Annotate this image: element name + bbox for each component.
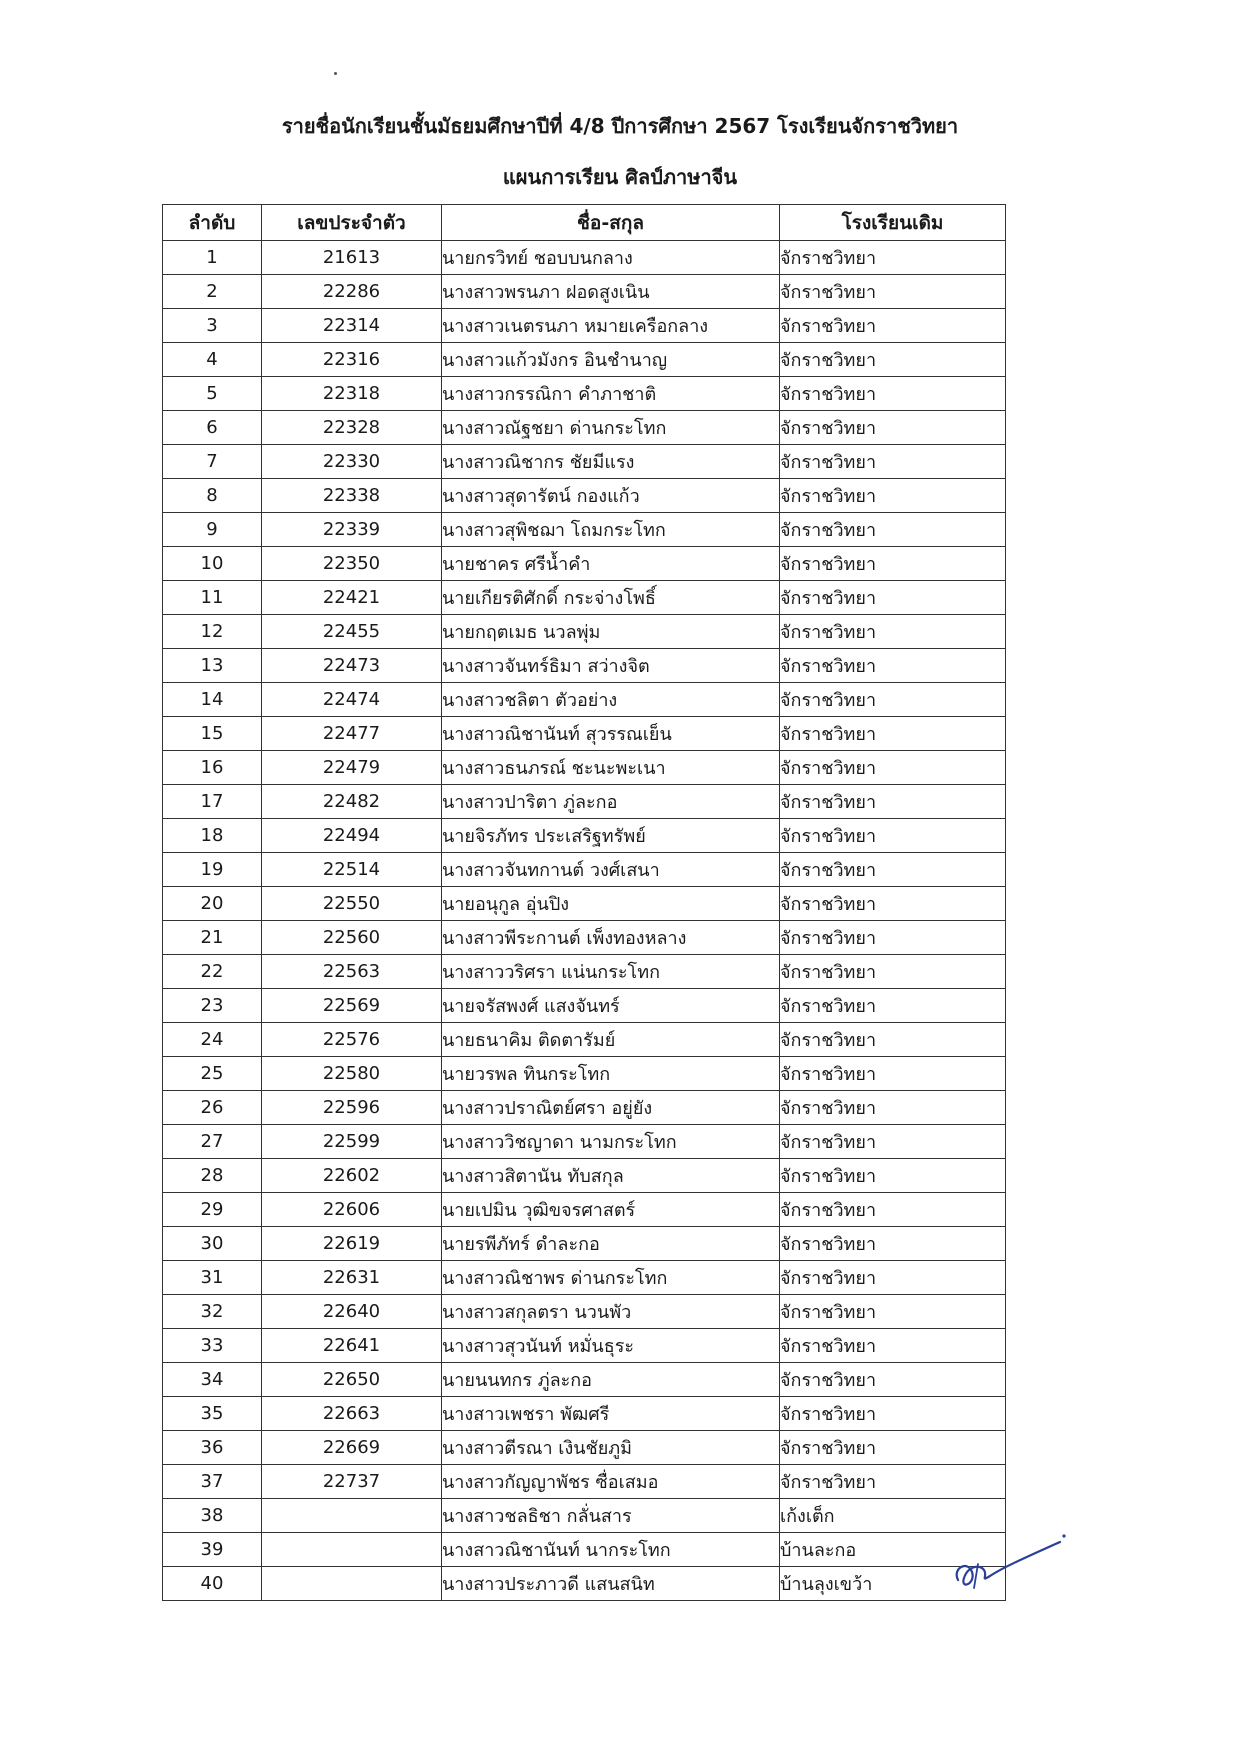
cell-student-id: 22560 bbox=[262, 921, 442, 955]
table-row bbox=[163, 989, 1006, 1023]
cell-student-id bbox=[262, 1499, 442, 1533]
cell-no: 34 bbox=[163, 1363, 262, 1397]
cell-previous-school: จักราชวิทยา bbox=[780, 921, 1006, 955]
table-row bbox=[163, 1567, 1006, 1601]
cell-full-name: นางสาวชลิตา ตัวอย่าง bbox=[442, 683, 780, 717]
table-row bbox=[163, 1363, 1006, 1397]
cell-full-name: นางสาวแก้วมังกร อินชำนาญ bbox=[442, 343, 780, 377]
cell-previous-school: จักราชวิทยา bbox=[780, 1465, 1006, 1499]
cell-full-name: นางสาวณิชานันท์ นากระโทก bbox=[442, 1533, 780, 1567]
cell-previous-school: จักราชวิทยา bbox=[780, 343, 1006, 377]
cell-student-id: 22576 bbox=[262, 1023, 442, 1057]
table-row bbox=[163, 377, 1006, 411]
table-row bbox=[163, 819, 1006, 853]
cell-student-id: 22631 bbox=[262, 1261, 442, 1295]
table-row bbox=[163, 1023, 1006, 1057]
table-header-row bbox=[163, 205, 1006, 241]
table-row bbox=[163, 615, 1006, 649]
cell-previous-school: จักราชวิทยา bbox=[780, 615, 1006, 649]
cell-student-id: 22494 bbox=[262, 819, 442, 853]
table-row bbox=[163, 1091, 1006, 1125]
cell-full-name: นางสาวพรนภา ฝอดสูงเนิน bbox=[442, 275, 780, 309]
cell-full-name: นายกรวิทย์ ชอบบนกลาง bbox=[442, 241, 780, 275]
cell-no: 33 bbox=[163, 1329, 262, 1363]
cell-student-id: 22477 bbox=[262, 717, 442, 751]
cell-student-id: 22482 bbox=[262, 785, 442, 819]
cell-no: 11 bbox=[163, 581, 262, 615]
signature-mark bbox=[950, 1520, 1070, 1600]
cell-full-name: นายธนาคิม ติดตารัมย์ bbox=[442, 1023, 780, 1057]
cell-previous-school: จักราชวิทยา bbox=[780, 1091, 1006, 1125]
cell-previous-school: จักราชวิทยา bbox=[780, 1295, 1006, 1329]
cell-no: 39 bbox=[163, 1533, 262, 1567]
cell-full-name: นางสาวเพชรา พัฒศรี bbox=[442, 1397, 780, 1431]
cell-previous-school: จักราชวิทยา bbox=[780, 241, 1006, 275]
cell-previous-school: เก้งเต็ก bbox=[780, 1499, 1006, 1533]
cell-no: 20 bbox=[163, 887, 262, 921]
cell-no: 13 bbox=[163, 649, 262, 683]
cell-full-name: นายเปมิน วุฒิขจรศาสตร์ bbox=[442, 1193, 780, 1227]
cell-student-id: 22550 bbox=[262, 887, 442, 921]
cell-student-id: 22479 bbox=[262, 751, 442, 785]
page-title: รายชื่อนักเรียนชั้นมัธยมศึกษาปีที่ 4/8 ปีการศึกษา 2567 โรงเรียนจักราชวิทยา bbox=[281, 114, 959, 138]
table-row bbox=[163, 1465, 1006, 1499]
cell-previous-school: บ้านลุงเขว้า bbox=[780, 1567, 1006, 1601]
cell-no: 23 bbox=[163, 989, 262, 1023]
table-row bbox=[163, 649, 1006, 683]
cell-student-id: 22599 bbox=[262, 1125, 442, 1159]
cell-student-id: 22569 bbox=[262, 989, 442, 1023]
table-row bbox=[163, 683, 1006, 717]
cell-no: 12 bbox=[163, 615, 262, 649]
cell-full-name: นายรพีภัทร์ ดำละกอ bbox=[442, 1227, 780, 1261]
cell-student-id bbox=[262, 1567, 442, 1601]
cell-full-name: นางสาวกัญญาพัชร ซื่อเสมอ bbox=[442, 1465, 780, 1499]
cell-student-id: 22640 bbox=[262, 1295, 442, 1329]
scan-speck bbox=[334, 72, 337, 75]
cell-full-name: นางสาวสุพิชฌา โถมกระโทก bbox=[442, 513, 780, 547]
cell-full-name: นายชาคร ศรีน้ำคำ bbox=[442, 547, 780, 581]
cell-full-name: นายกฤตเมธ นวลพุ่ม bbox=[442, 615, 780, 649]
cell-previous-school: จักราชวิทยา bbox=[780, 819, 1006, 853]
table-row bbox=[163, 1159, 1006, 1193]
cell-no: 18 bbox=[163, 819, 262, 853]
table-row bbox=[163, 1193, 1006, 1227]
cell-previous-school: จักราชวิทยา bbox=[780, 479, 1006, 513]
cell-full-name: นางสาวพีระกานต์ เพ็งทองหลาง bbox=[442, 921, 780, 955]
cell-student-id: 22350 bbox=[262, 547, 442, 581]
cell-no: 25 bbox=[163, 1057, 262, 1091]
cell-full-name: นางสาวจันทกานต์ วงศ์เสนา bbox=[442, 853, 780, 887]
cell-no: 15 bbox=[163, 717, 262, 751]
table-row bbox=[163, 309, 1006, 343]
cell-full-name: นางสาวสกุลตรา นวนพัว bbox=[442, 1295, 780, 1329]
cell-student-id: 22338 bbox=[262, 479, 442, 513]
cell-full-name: นางสาวณิชาพร ด่านกระโทก bbox=[442, 1261, 780, 1295]
cell-previous-school: จักราชวิทยา bbox=[780, 377, 1006, 411]
cell-previous-school: จักราชวิทยา bbox=[780, 445, 1006, 479]
cell-previous-school: จักราชวิทยา bbox=[780, 547, 1006, 581]
cell-full-name: นางสาวปาริตา ภู่ละกอ bbox=[442, 785, 780, 819]
cell-no: 4 bbox=[163, 343, 262, 377]
cell-student-id: 22318 bbox=[262, 377, 442, 411]
cell-full-name: นางสาวสุวนันท์ หมั่นธุระ bbox=[442, 1329, 780, 1363]
cell-previous-school: จักราชวิทยา bbox=[780, 411, 1006, 445]
table-row bbox=[163, 513, 1006, 547]
cell-student-id: 22737 bbox=[262, 1465, 442, 1499]
cell-student-id: 22580 bbox=[262, 1057, 442, 1091]
cell-no: 8 bbox=[163, 479, 262, 513]
cell-student-id: 22455 bbox=[262, 615, 442, 649]
cell-student-id: 22316 bbox=[262, 343, 442, 377]
cell-student-id: 22641 bbox=[262, 1329, 442, 1363]
cell-student-id: 22602 bbox=[262, 1159, 442, 1193]
cell-student-id: 22650 bbox=[262, 1363, 442, 1397]
cell-full-name: นางสาวณิชากร ชัยมีแรง bbox=[442, 445, 780, 479]
cell-no: 37 bbox=[163, 1465, 262, 1499]
cell-student-id: 22669 bbox=[262, 1431, 442, 1465]
cell-previous-school: จักราชวิทยา bbox=[780, 717, 1006, 751]
cell-previous-school: จักราชวิทยา bbox=[780, 1431, 1006, 1465]
cell-student-id: 22314 bbox=[262, 309, 442, 343]
cell-no: 32 bbox=[163, 1295, 262, 1329]
cell-full-name: นายนนทกร ภู่ละกอ bbox=[442, 1363, 780, 1397]
cell-no: 35 bbox=[163, 1397, 262, 1431]
table-row bbox=[163, 479, 1006, 513]
cell-previous-school: จักราชวิทยา bbox=[780, 751, 1006, 785]
cell-no: 16 bbox=[163, 751, 262, 785]
table-row bbox=[163, 241, 1006, 275]
cell-no: 19 bbox=[163, 853, 262, 887]
cell-full-name: นางสาวณิชานันท์ สุวรรณเย็น bbox=[442, 717, 780, 751]
cell-previous-school: จักราชวิทยา bbox=[780, 955, 1006, 989]
table-row bbox=[163, 343, 1006, 377]
column-header-name: ชื่อ-สกุล bbox=[442, 205, 780, 241]
cell-no: 40 bbox=[163, 1567, 262, 1601]
cell-no: 2 bbox=[163, 275, 262, 309]
table-row bbox=[163, 921, 1006, 955]
table-row bbox=[163, 853, 1006, 887]
cell-full-name: นายจรัสพงศ์ แสงจันทร์ bbox=[442, 989, 780, 1023]
cell-no: 28 bbox=[163, 1159, 262, 1193]
table-row bbox=[163, 1261, 1006, 1295]
cell-no: 3 bbox=[163, 309, 262, 343]
cell-student-id: 22286 bbox=[262, 275, 442, 309]
cell-no: 10 bbox=[163, 547, 262, 581]
page-subtitle: แผนการเรียน ศิลป์ภาษาจีน bbox=[502, 165, 738, 189]
cell-no: 9 bbox=[163, 513, 262, 547]
cell-student-id bbox=[262, 1533, 442, 1567]
cell-student-id: 22339 bbox=[262, 513, 442, 547]
table-row bbox=[163, 751, 1006, 785]
cell-full-name: นางสาววิชญาดา นามกระโทก bbox=[442, 1125, 780, 1159]
table-row bbox=[163, 785, 1006, 819]
table-row bbox=[163, 1329, 1006, 1363]
cell-previous-school: จักราชวิทยา bbox=[780, 513, 1006, 547]
cell-previous-school: จักราชวิทยา bbox=[780, 1057, 1006, 1091]
cell-full-name: นางสาวสุดารัตน์ กองแก้ว bbox=[442, 479, 780, 513]
table-row bbox=[163, 1431, 1006, 1465]
table-row bbox=[163, 1533, 1006, 1567]
column-header-school: โรงเรียนเดิม bbox=[780, 205, 1006, 241]
cell-no: 30 bbox=[163, 1227, 262, 1261]
table-row bbox=[163, 1125, 1006, 1159]
table-row bbox=[163, 275, 1006, 309]
cell-no: 26 bbox=[163, 1091, 262, 1125]
cell-no: 31 bbox=[163, 1261, 262, 1295]
cell-previous-school: บ้านละกอ bbox=[780, 1533, 1006, 1567]
cell-previous-school: จักราชวิทยา bbox=[780, 309, 1006, 343]
cell-no: 22 bbox=[163, 955, 262, 989]
cell-full-name: นางสาวสิตานัน ทับสกุล bbox=[442, 1159, 780, 1193]
table-row bbox=[163, 717, 1006, 751]
cell-student-id: 21613 bbox=[262, 241, 442, 275]
cell-no: 6 bbox=[163, 411, 262, 445]
cell-previous-school: จักราชวิทยา bbox=[780, 853, 1006, 887]
cell-full-name: นางสาวปราณิตย์ศรา อยู่ยัง bbox=[442, 1091, 780, 1125]
table-row bbox=[163, 445, 1006, 479]
table-row bbox=[163, 581, 1006, 615]
cell-previous-school: จักราชวิทยา bbox=[780, 1125, 1006, 1159]
cell-no: 14 bbox=[163, 683, 262, 717]
column-header-id: เลขประจำตัว bbox=[262, 205, 442, 241]
column-header-no: ลำดับ bbox=[163, 205, 262, 241]
cell-full-name: นางสาวประภาวดี แสนสนิท bbox=[442, 1567, 780, 1601]
cell-previous-school: จักราชวิทยา bbox=[780, 1397, 1006, 1431]
cell-full-name: นางสาวชลธิชา กลั่นสาร bbox=[442, 1499, 780, 1533]
cell-no: 36 bbox=[163, 1431, 262, 1465]
cell-student-id: 22328 bbox=[262, 411, 442, 445]
table-row bbox=[163, 955, 1006, 989]
cell-student-id: 22514 bbox=[262, 853, 442, 887]
cell-full-name: นางสาวเนตรนภา หมายเครือกลาง bbox=[442, 309, 780, 343]
table-row bbox=[163, 1057, 1006, 1091]
cell-previous-school: จักราชวิทยา bbox=[780, 785, 1006, 819]
cell-student-id: 22663 bbox=[262, 1397, 442, 1431]
cell-no: 7 bbox=[163, 445, 262, 479]
table-row bbox=[163, 1227, 1006, 1261]
cell-previous-school: จักราชวิทยา bbox=[780, 887, 1006, 921]
cell-previous-school: จักราชวิทยา bbox=[780, 1261, 1006, 1295]
cell-full-name: นายเกียรติศักดิ์ กระจ่างโพธิ์ bbox=[442, 581, 780, 615]
table-row bbox=[163, 1397, 1006, 1431]
cell-student-id: 22474 bbox=[262, 683, 442, 717]
cell-full-name: นางสาวธนภรณ์ ชะนะพะเนา bbox=[442, 751, 780, 785]
cell-previous-school: จักราชวิทยา bbox=[780, 1227, 1006, 1261]
cell-student-id: 22563 bbox=[262, 955, 442, 989]
cell-previous-school: จักราชวิทยา bbox=[780, 1023, 1006, 1057]
cell-full-name: นางสาวจันทร์ธิมา สว่างจิต bbox=[442, 649, 780, 683]
cell-student-id: 22606 bbox=[262, 1193, 442, 1227]
cell-full-name: นางสาวตีรณา เงินชัยภูมิ bbox=[442, 1431, 780, 1465]
cell-previous-school: จักราชวิทยา bbox=[780, 1329, 1006, 1363]
cell-no: 21 bbox=[163, 921, 262, 955]
cell-previous-school: จักราชวิทยา bbox=[780, 1159, 1006, 1193]
cell-no: 17 bbox=[163, 785, 262, 819]
table-row bbox=[163, 411, 1006, 445]
cell-previous-school: จักราชวิทยา bbox=[780, 989, 1006, 1023]
cell-previous-school: จักราชวิทยา bbox=[780, 275, 1006, 309]
cell-previous-school: จักราชวิทยา bbox=[780, 683, 1006, 717]
cell-student-id: 22473 bbox=[262, 649, 442, 683]
cell-student-id: 22596 bbox=[262, 1091, 442, 1125]
table-row bbox=[163, 1499, 1006, 1533]
cell-full-name: นายวรพล ทินกระโทก bbox=[442, 1057, 780, 1091]
table-row bbox=[163, 547, 1006, 581]
cell-previous-school: จักราชวิทยา bbox=[780, 581, 1006, 615]
table-row bbox=[163, 1295, 1006, 1329]
cell-no: 5 bbox=[163, 377, 262, 411]
cell-student-id: 22421 bbox=[262, 581, 442, 615]
cell-no: 38 bbox=[163, 1499, 262, 1533]
cell-no: 27 bbox=[163, 1125, 262, 1159]
student-roster-table bbox=[162, 204, 1006, 1601]
table-row bbox=[163, 887, 1006, 921]
cell-student-id: 22330 bbox=[262, 445, 442, 479]
cell-full-name: นางสาวกรรณิกา คำภาชาติ bbox=[442, 377, 780, 411]
cell-previous-school: จักราชวิทยา bbox=[780, 1193, 1006, 1227]
cell-no: 1 bbox=[163, 241, 262, 275]
table-body bbox=[163, 241, 1006, 1601]
cell-no: 29 bbox=[163, 1193, 262, 1227]
cell-full-name: นางสาวณัฐชยา ด่านกระโทก bbox=[442, 411, 780, 445]
cell-previous-school: จักราชวิทยา bbox=[780, 649, 1006, 683]
cell-student-id: 22619 bbox=[262, 1227, 442, 1261]
cell-full-name: นายอนุกูล อุ่นปิง bbox=[442, 887, 780, 921]
cell-full-name: นางสาววริศรา แน่นกระโทก bbox=[442, 955, 780, 989]
cell-no: 24 bbox=[163, 1023, 262, 1057]
cell-full-name: นายจิรภัทร ประเสริฐทรัพย์ bbox=[442, 819, 780, 853]
cell-previous-school: จักราชวิทยา bbox=[780, 1363, 1006, 1397]
